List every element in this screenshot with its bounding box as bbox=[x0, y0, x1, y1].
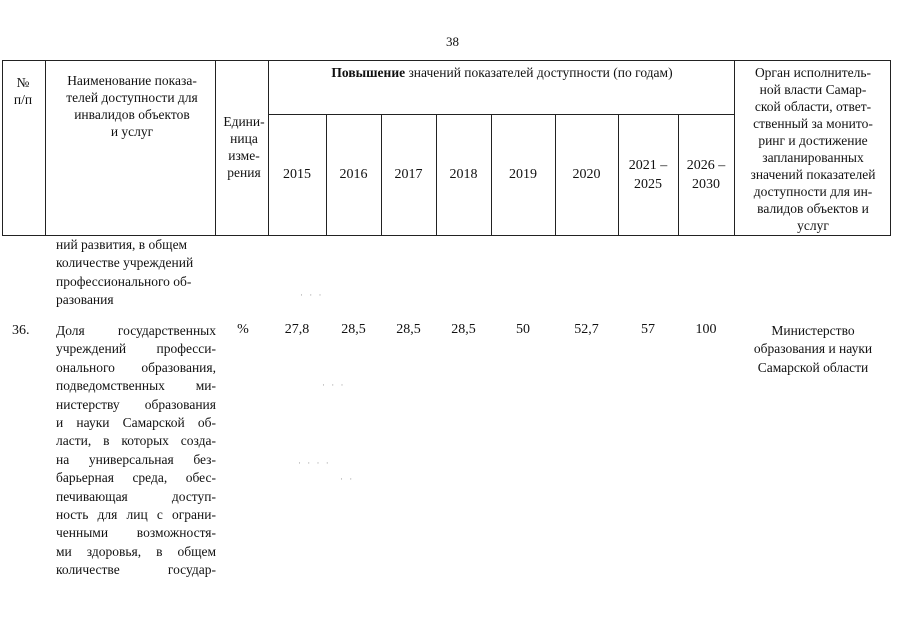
row-36-number: 36. bbox=[12, 323, 30, 338]
header-year-2018: 2018 bbox=[449, 167, 478, 182]
page-number: 38 bbox=[446, 34, 459, 49]
border-right bbox=[890, 60, 891, 236]
header-indicator-name: Наименование показа- телей доступности для инвалидов объектов и услуг bbox=[66, 73, 198, 139]
header-increase-rest: значений показателей доступности (по годам) bbox=[405, 65, 673, 80]
scan-speck: · · bbox=[340, 474, 355, 484]
border-left bbox=[2, 60, 3, 236]
header-year-2017: 2017 bbox=[394, 167, 423, 182]
header-year-2019: 2019 bbox=[509, 167, 537, 182]
years-divider bbox=[268, 114, 734, 115]
scan-speck: · · · bbox=[300, 290, 324, 300]
continued-row-text: ний развития, в общем количестве учреждений профессионального об- разования bbox=[56, 237, 194, 308]
header-year-2015: 2015 bbox=[283, 167, 311, 182]
row-36-value-2016: 28,5 bbox=[341, 322, 366, 337]
row-36-value-2020: 52,7 bbox=[574, 322, 599, 337]
row-36-unit: % bbox=[237, 322, 249, 337]
header-increase-title bbox=[270, 64, 734, 81]
table-top-border bbox=[2, 60, 890, 61]
row-36-value-2018: 28,5 bbox=[451, 322, 476, 337]
border-num-name bbox=[45, 60, 46, 236]
header-authority: Орган исполнитель- ной власти Самар- ской области, ответ- ственный за монито- ринг и достижение запланированных значений показателей доступности для ин- валидов объектов и услуг bbox=[750, 65, 876, 233]
row-36-indicator-name: Доля государственных учреждений професси- онального образования, подведомственных ми- нистерству образования и науки Самарской об- ласти, в которых созда- на универсальная без- барьерная среда, обес- печивающая доступ- ность для лиц с ограни- ченными возможностя- ми здоровья, в общем количестве государ- bbox=[56, 323, 216, 578]
scan-speck: · · · bbox=[322, 380, 346, 390]
row-36-value-2015: 27,8 bbox=[284, 322, 310, 337]
header-year-2016: 2016 bbox=[339, 167, 368, 182]
header-year-2020: 2020 bbox=[572, 167, 601, 182]
row-36-value-2021-2025: 57 bbox=[641, 322, 655, 337]
row-36-value-2019: 50 bbox=[516, 322, 530, 337]
header-year-2021-2025: 2021 – 2025 bbox=[628, 158, 668, 192]
header-increase-bold: Повышение bbox=[331, 65, 406, 80]
header-num: № п/п bbox=[13, 75, 33, 107]
header-year-2026-2030: 2026 – 2030 bbox=[686, 158, 726, 192]
row-36-authority: Министерство образования и науки Самарской области bbox=[753, 323, 873, 375]
border-years-org bbox=[734, 60, 735, 236]
row-36-value-2026-2030: 100 bbox=[695, 322, 717, 337]
border-name-unit bbox=[215, 60, 216, 236]
row-36-value-2017: 28,5 bbox=[396, 322, 421, 337]
scan-speck: · · · · bbox=[298, 458, 331, 468]
header-unit: Едини- ница измe- рения bbox=[223, 114, 265, 180]
